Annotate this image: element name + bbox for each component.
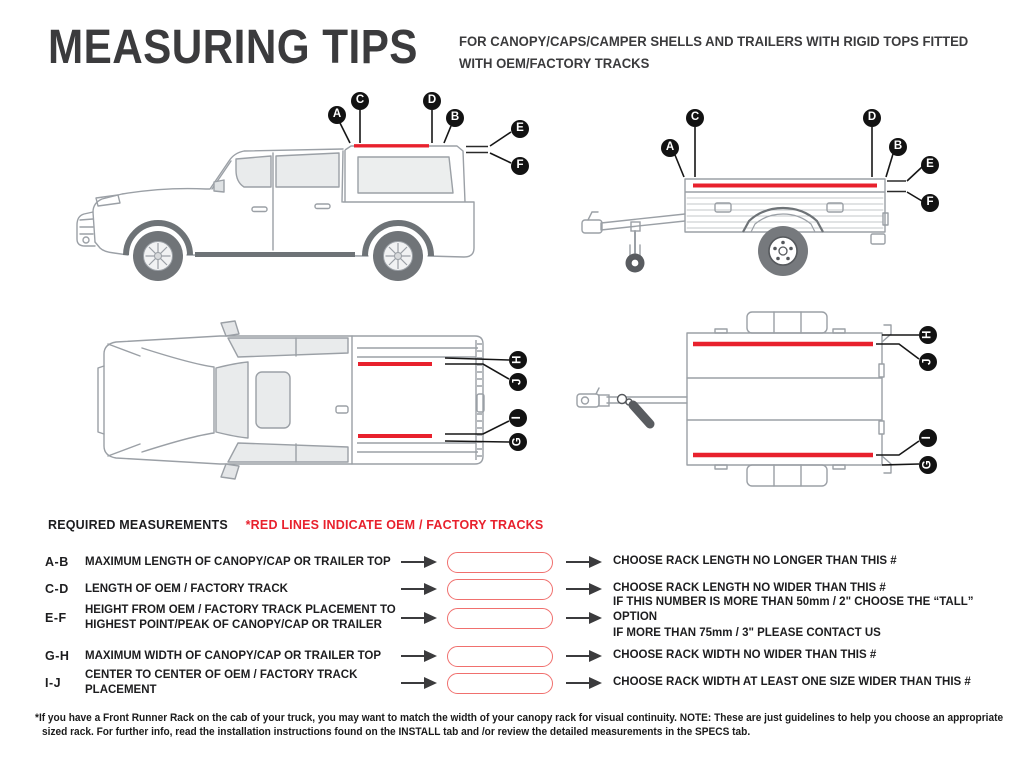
arrow-icon: [400, 677, 438, 690]
marker-e: E: [511, 120, 529, 138]
marker-g: G: [509, 433, 527, 451]
marker-b: B: [446, 109, 464, 127]
row-guidance: CHOOSE RACK WIDTH NO WIDER THAN THIS #: [613, 649, 877, 662]
row-id: I-J: [45, 676, 62, 690]
measurement-input-ef[interactable]: [447, 608, 553, 629]
marker-h: H: [919, 326, 937, 344]
marker-i: I: [919, 429, 937, 447]
arrow-icon: [400, 650, 438, 663]
trailer-side-view-diagram: [575, 95, 1024, 290]
measurement-input-ij[interactable]: [447, 673, 553, 694]
marker-i: I: [509, 409, 527, 427]
required-measurements-label: REQUIRED MEASUREMENTS: [48, 518, 228, 532]
measurement-row-ij: [45, 669, 1005, 696]
row-guidance: CHOOSE RACK LENGTH NO WIDER THAN THIS #: [613, 582, 886, 595]
leader-lines: [340, 110, 511, 163]
trailer-drawbar: [582, 212, 685, 259]
row-guidance: IF THIS NUMBER IS MORE THAN 50mm / 2" CHOOSE THE “TALL” OPTION IF MORE THAN 75mm / 3" PLEASE CONTACT US: [613, 595, 974, 639]
row-guidance: CHOOSE RACK LENGTH NO LONGER THAN THIS #: [613, 555, 897, 568]
marker-d: D: [863, 109, 881, 127]
arrow-icon: [400, 583, 438, 596]
arrow-icon: [565, 556, 603, 569]
marker-f: F: [921, 194, 939, 212]
jockey-handle: [618, 395, 651, 425]
marker-d: D: [423, 92, 441, 110]
marker-f: F: [511, 157, 529, 175]
row-id: A-B: [45, 555, 69, 569]
trailer-side-drawing: [575, 95, 1024, 290]
measurement-input-ab[interactable]: [447, 552, 553, 573]
measurement-input-gh[interactable]: [447, 646, 553, 667]
marker-g: G: [919, 456, 937, 474]
measurement-row-gh: [45, 645, 1005, 667]
trailer-top-box: [687, 312, 891, 486]
ef-measure-ticks: [887, 181, 906, 192]
truck-side-view-diagram: [60, 90, 540, 300]
marker-j: J: [919, 353, 937, 371]
ef-measure-ticks: [466, 147, 488, 153]
marker-j: J: [509, 373, 527, 391]
marker-a: A: [328, 106, 346, 124]
arrow-icon: [400, 612, 438, 625]
truck-canopy: [345, 146, 465, 202]
required-measurements-header: [48, 518, 543, 532]
marker-c: C: [686, 109, 704, 127]
row-description: LENGTH OF OEM / FACTORY TRACK: [85, 582, 288, 595]
arrow-icon: [565, 612, 603, 625]
row-description: MAXIMUM WIDTH OF CANOPY/CAP OR TRAILER TOP: [85, 649, 382, 662]
arrow-icon: [565, 583, 603, 596]
marker-a: A: [661, 139, 679, 157]
arrow-icon: [400, 556, 438, 569]
measurement-row-ab: [45, 551, 1005, 573]
trailer-wheel: [758, 226, 808, 276]
arrow-icon: [565, 650, 603, 663]
truck-top-view-diagram: [80, 310, 550, 500]
row-id: C-D: [45, 582, 69, 596]
row-guidance: CHOOSE RACK WIDTH AT LEAST ONE SIZE WIDER THAN THIS #: [613, 676, 971, 689]
truck-top-drawing: [80, 310, 550, 500]
factory-track-lines: [358, 364, 432, 436]
row-id: G-H: [45, 649, 70, 663]
marker-c: C: [351, 92, 369, 110]
footnote: *If you have a Front Runner Rack on the cab of your truck, you may want to match the width of your canopy rack for visual continuity. NOTE: These are just guidelines to help you choose an appropriate sized rack. For further info, read the installation instructions found on the INSTALL tab and /or review the detailed measurements in the SPECS tab.: [35, 712, 1004, 738]
marker-e: E: [921, 156, 939, 174]
page-subtitle: FOR CANOPY/CAPS/CAMPER SHELLS AND TRAILERS WITH RIGID TOPS FITTED WITH OEM/FACTORY TRACKS: [459, 34, 969, 71]
red-lines-note: *RED LINES INDICATE OEM / FACTORY TRACKS: [245, 518, 544, 532]
row-id: E-F: [45, 611, 67, 625]
measurement-row-ef: [45, 596, 1005, 640]
marker-b: B: [889, 138, 907, 156]
row-description: CENTER TO CENTER OF OEM / FACTORY TRACK PLACEMENT: [85, 669, 358, 696]
trailer-top-view-diagram: [565, 300, 1024, 500]
rocker-panel: [195, 252, 355, 257]
page-title: MEASURING TIPS: [48, 21, 418, 74]
row-description: MAXIMUM LENGTH OF CANOPY/CAP OR TRAILER TOP: [85, 555, 391, 568]
row-description: HEIGHT FROM OEM / FACTORY TRACK PLACEMENT TO HIGHEST POINT/PEAK OF CANOPY/CAP OR TRAILER: [85, 604, 396, 631]
marker-h: H: [509, 351, 527, 369]
trailer-top-drawing: [565, 300, 1024, 500]
jockey-wheel: [626, 254, 645, 273]
truck-side-drawing: [60, 90, 540, 300]
truck-top-body: [98, 321, 483, 479]
arrow-icon: [565, 677, 603, 690]
